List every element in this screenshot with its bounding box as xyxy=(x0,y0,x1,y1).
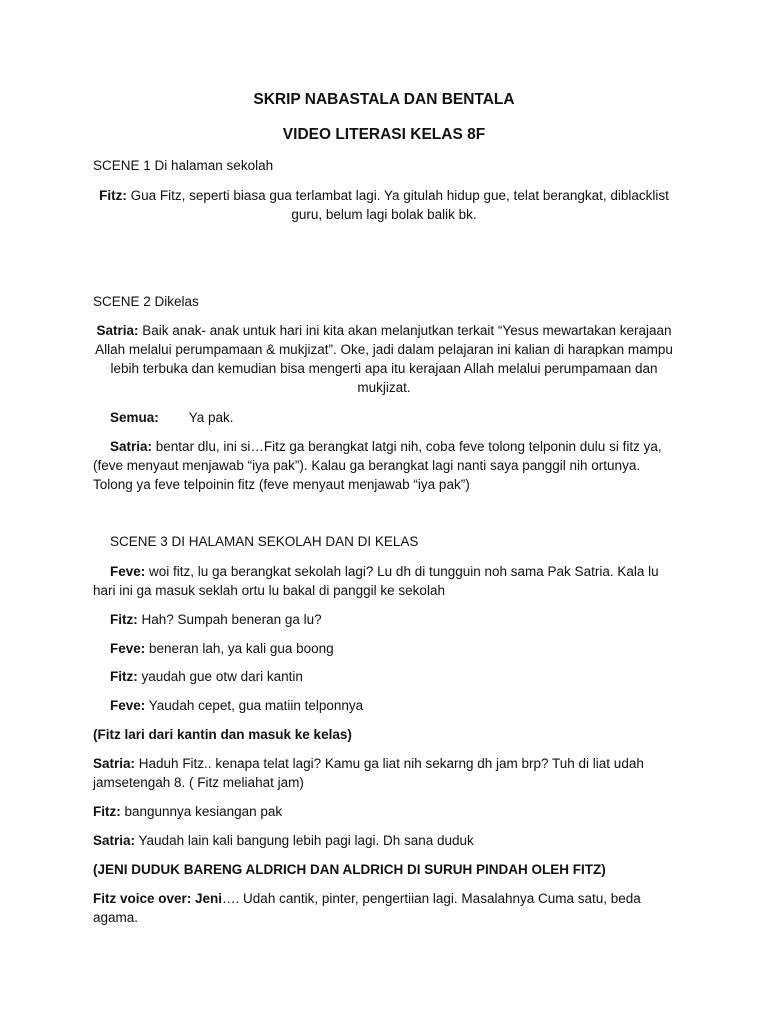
dialogue-text: bangunnya kesiangan pak xyxy=(120,804,283,819)
scene-1-dialogue xyxy=(93,186,675,224)
scene-3-dialogue-2 xyxy=(110,610,322,629)
scene-3-dialogue-5 xyxy=(110,696,363,715)
scene-1-heading: SCENE 1 Di halaman sekolah xyxy=(93,158,274,173)
speaker-label: Feve: xyxy=(110,641,146,656)
speaker-label: Feve: xyxy=(110,698,146,713)
speaker-label: Feve: xyxy=(110,564,146,579)
speaker-label: Satria: xyxy=(110,439,153,454)
speaker-label: Fitz voice over: Jeni xyxy=(93,891,223,906)
scene-3-heading: SCENE 3 DI HALAMAN SEKOLAH DAN DI KELAS xyxy=(110,534,419,549)
speaker-label: Fitz: xyxy=(93,804,121,819)
stage-direction: (Fitz lari dari kantin dan masuk ke kelas) xyxy=(93,727,352,742)
scene-2-dialogue-1 xyxy=(93,321,675,397)
dialogue-text: yaudah gue otw dari kantin xyxy=(137,669,303,684)
speaker-label: Fitz: xyxy=(110,612,138,627)
scene-3-dialogue-1 xyxy=(93,562,681,600)
stage-direction: (JENI DUDUK BARENG ALDRICH DAN ALDRICH DI SURUH PINDAH OLEH FITZ) xyxy=(93,862,606,877)
scene-2-heading: SCENE 2 Dikelas xyxy=(93,294,199,309)
document-subtitle: VIDEO LITERASI KELAS 8F xyxy=(282,126,486,143)
dialogue-text: Yaudah cepet, gua matiin telponnya xyxy=(145,698,364,713)
speaker-label: Satria: xyxy=(93,756,136,771)
speaker-label: Fitz: xyxy=(99,188,127,203)
dialogue-text: woi fitz, lu ga berangkat sekolah lagi? Lu dh di tungguin noh sama Pak Satria. Kala lu hari ini ga masuk seklah ortu lu bakal di panggil ke sekolah xyxy=(93,564,659,598)
scene-3-dialogue-7 xyxy=(93,802,282,821)
dialogue-text: bentar dlu, ini si…Fitz ga berangkat latgi nih, coba feve tolong telponin dulu si fitz ya, (feve menyaut menjawab “iya pak”). Kalau ga berangkat lagi nanti saya panggil nih ortunya. Tolong ya feve telpoinin fitz (feve menyaut menjawab “iya pak”) xyxy=(93,439,662,492)
dialogue-text: Yaudah lain kali bangung lebih pagi lagi. Dh sana duduk xyxy=(135,833,474,848)
scene-3-dialogue-3 xyxy=(110,639,334,658)
scene-2-dialogue-3 xyxy=(93,437,681,494)
dialogue-text: Gua Fitz, seperti biasa gua terlambat lagi. Ya gitulah hidup gue, telat berangkat, diblacklist guru, belum lagi bolak balik bk. xyxy=(126,188,669,222)
speaker-label: Fitz: xyxy=(110,669,138,684)
speaker-label: Satria: xyxy=(93,833,136,848)
dialogue-text: Haduh Fitz.. kenapa telat lagi? Kamu ga liat nih sekarng dh jam brp? Tuh di liat udah jamsetengah 8. ( Fitz meliahat jam) xyxy=(93,756,644,790)
dialogue-text: …. Udah cantik, pinter, pengertiian lagi. Masalahnya Cuma satu, beda agama. xyxy=(93,891,641,925)
dialogue-text: Hah? Sumpah beneran ga lu? xyxy=(137,612,322,627)
scene-3-dialogue-9 xyxy=(93,889,681,927)
scene-3-dialogue-4 xyxy=(110,667,303,686)
dialogue-text: Ya pak. xyxy=(188,410,234,425)
scene-2-dialogue-2 xyxy=(110,408,234,427)
speaker-label: Satria: xyxy=(96,323,139,338)
document-title: SKRIP NABASTALA DAN BENTALA xyxy=(253,91,515,108)
scene-3-dialogue-6 xyxy=(93,754,681,792)
dialogue-text: Baik anak- anak untuk hari ini kita akan melanjutkan terkait “Yesus mewartakan kerajaan Allah melalui perumpamaan & mukjizat”. Oke, jadi dalam pelajaran ini kalian di harapkan mampu lebih terbuka dan kemudian bisa mengerti apa itu kerajaan Allah melalui perumpamaan dan mukjizat. xyxy=(95,323,673,395)
speaker-label: Semua: xyxy=(110,410,159,425)
dialogue-text: beneran lah, ya kali gua boong xyxy=(145,641,334,656)
scene-3-dialogue-8 xyxy=(93,831,474,850)
